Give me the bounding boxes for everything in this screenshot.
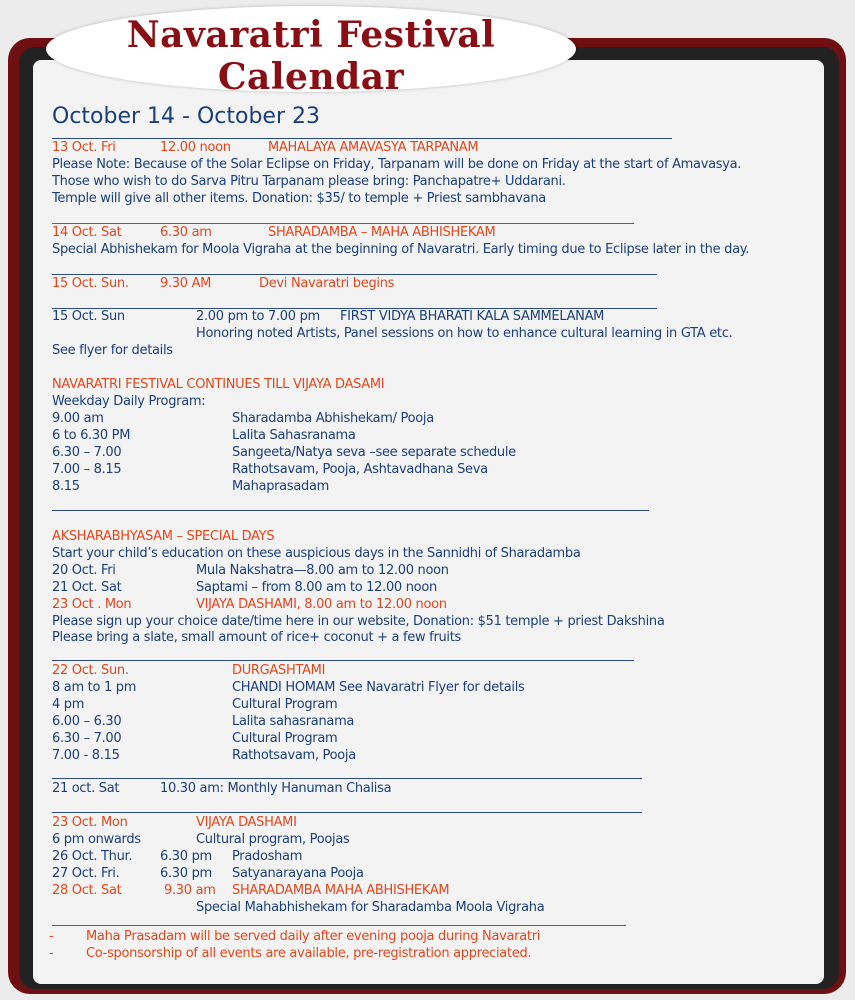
divider <box>52 812 642 813</box>
akshara-detail: Saptami – from 8.00 am to 12.00 noon <box>196 580 437 595</box>
program-time: 6.30 – 7.00 <box>52 731 122 746</box>
note-line: Please bring a slate, small amount of rice+ coconut + a few fruits <box>52 630 462 645</box>
program-event: Lalita Sahasranama <box>232 428 356 443</box>
event-date: 22 Oct. Sun. <box>52 663 129 678</box>
event-date: 21 oct. Sat <box>52 781 120 796</box>
divider <box>52 660 634 661</box>
note-line: Please sign up your choice date/time here in our website, Donation: $51 temple + priest Dakshina <box>52 614 665 629</box>
program-event: Cultural Program <box>232 731 338 746</box>
note-line: Special Abhishekam for Moola Vigraha at the beginning of Navaratri. Early timing due to Eclipse later in the day. <box>52 242 750 257</box>
divider <box>52 778 642 779</box>
note-line: Special Mahabhishekam for Sharadamba Moola Vigraha <box>196 900 545 915</box>
section-subheading: Weekday Daily Program: <box>52 394 206 409</box>
event-name: DURGASHTAMI <box>232 663 326 678</box>
program-date: 26 Oct. Thur. <box>52 849 133 864</box>
note-line: Start your child’s education on these auspicious days in the Sannidhi of Sharadamba <box>52 546 581 561</box>
note-line: Those who wish to do Sarva Pitru Tarpanam please bring: Panchapatre+ Uddarani. <box>52 174 566 189</box>
event-date: 14 Oct. Sat <box>52 225 122 240</box>
program-event: Mahaprasadam <box>232 479 329 494</box>
page-title: Navaratri Festival Calendar <box>126 14 496 98</box>
date-range-heading: October 14 - October 23 <box>52 104 320 129</box>
program-event: Satyanarayana Pooja <box>232 866 364 881</box>
event-name: VIJAYA DASHAMI <box>196 815 297 830</box>
section-heading: NAVARATRI FESTIVAL CONTINUES TILL VIJAYA DASAMI <box>52 377 385 392</box>
event-name: Devi Navaratri begins <box>259 276 395 291</box>
program-time: 4 pm <box>52 697 85 712</box>
note-bullet: - <box>49 946 54 961</box>
program-event: Sharadamba Abhishekam/ Pooja <box>232 411 434 426</box>
event-time: 6.30 am <box>160 225 212 240</box>
note-text: Maha Prasadam will be served daily after evening pooja during Navaratri <box>86 929 541 944</box>
program-time: 7.00 – 8.15 <box>52 462 122 477</box>
program-time: 6 pm onwards <box>52 832 141 847</box>
program-time: 9.30 am <box>164 883 216 898</box>
event-date: 13 Oct. Fri <box>52 140 116 155</box>
program-time: 9.00 am <box>52 411 104 426</box>
program-time: 6.30 – 7.00 <box>52 445 122 460</box>
event-date: 23 Oct. Mon <box>52 815 128 830</box>
event-name: FIRST VIDYA BHARATI KALA SAMMELANAM <box>340 309 605 324</box>
program-time: 6.30 pm <box>160 866 212 881</box>
event-time: 2.00 pm to 7.00 pm <box>196 309 320 324</box>
akshara-date: 20 Oct. Fri <box>52 563 116 578</box>
program-date: 27 Oct. Fri. <box>52 866 120 881</box>
program-time: 8 am to 1 pm <box>52 680 137 695</box>
event-name: MAHALAYA AMAVASYA TARPANAM <box>268 140 479 155</box>
note-text: Co-sponsorship of all events are available, pre-registration appreciated. <box>86 946 532 961</box>
divider <box>52 925 626 926</box>
program-event: Lalita sahasranama <box>232 714 355 729</box>
divider <box>52 274 657 275</box>
akshara-date: 21 Oct. Sat <box>52 580 122 595</box>
divider <box>52 138 672 139</box>
program-date: 28 Oct. Sat <box>52 883 122 898</box>
program-event: Pradosham <box>232 849 303 864</box>
program-event: CHANDI HOMAM See Navaratri Flyer for details <box>232 680 525 695</box>
event-date: 15 Oct. Sun. <box>52 276 129 291</box>
event-name: 10.30 am: Monthly Hanuman Chalisa <box>160 781 392 796</box>
akshara-detail: Mula Nakshatra—8.00 am to 12.00 noon <box>196 563 449 578</box>
event-time: 12.00 noon <box>160 140 231 155</box>
note-line: Please Note: Because of the Solar Eclipse on Friday, Tarpanam will be done on Friday at the start of Amavasya. <box>52 157 742 172</box>
event-time: 9.30 AM <box>160 276 212 291</box>
divider <box>52 223 634 224</box>
note-line: See flyer for details <box>52 343 173 358</box>
program-time: 6.00 – 6.30 <box>52 714 122 729</box>
divider <box>52 510 649 511</box>
note-line: Temple will give all other items. Donation: $35/ to temple + Priest sambhavana <box>52 191 546 206</box>
event-date: 15 Oct. Sun <box>52 309 125 324</box>
program-time: 8.15 <box>52 479 80 494</box>
program-time: 7.00 - 8.15 <box>52 748 120 763</box>
akshara-detail: VIJAYA DASHAMI, 8.00 am to 12.00 noon <box>196 597 447 612</box>
program-event: Rathotsavam, Pooja <box>232 748 356 763</box>
note-bullet: - <box>49 929 54 944</box>
akshara-date: 23 Oct . Mon <box>52 597 132 612</box>
program-event: Sangeeta/Natya seva –see separate schedule <box>232 445 516 460</box>
program-event: Cultural program, Poojas <box>196 832 350 847</box>
event-name: SHARADAMBA – MAHA ABHISHEKAM <box>268 225 496 240</box>
section-heading: AKSHARABHYASAM – SPECIAL DAYS <box>52 529 275 544</box>
program-event: Rathotsavam, Pooja, Ashtavadhana Seva <box>232 462 488 477</box>
program-event: SHARADAMBA MAHA ABHISHEKAM <box>232 883 450 898</box>
program-event: Cultural Program <box>232 697 338 712</box>
note-line: Honoring noted Artists, Panel sessions on how to enhance cultural learning in GTA etc. <box>196 326 733 341</box>
program-time: 6.30 pm <box>160 849 212 864</box>
program-time: 6 to 6.30 PM <box>52 428 131 443</box>
